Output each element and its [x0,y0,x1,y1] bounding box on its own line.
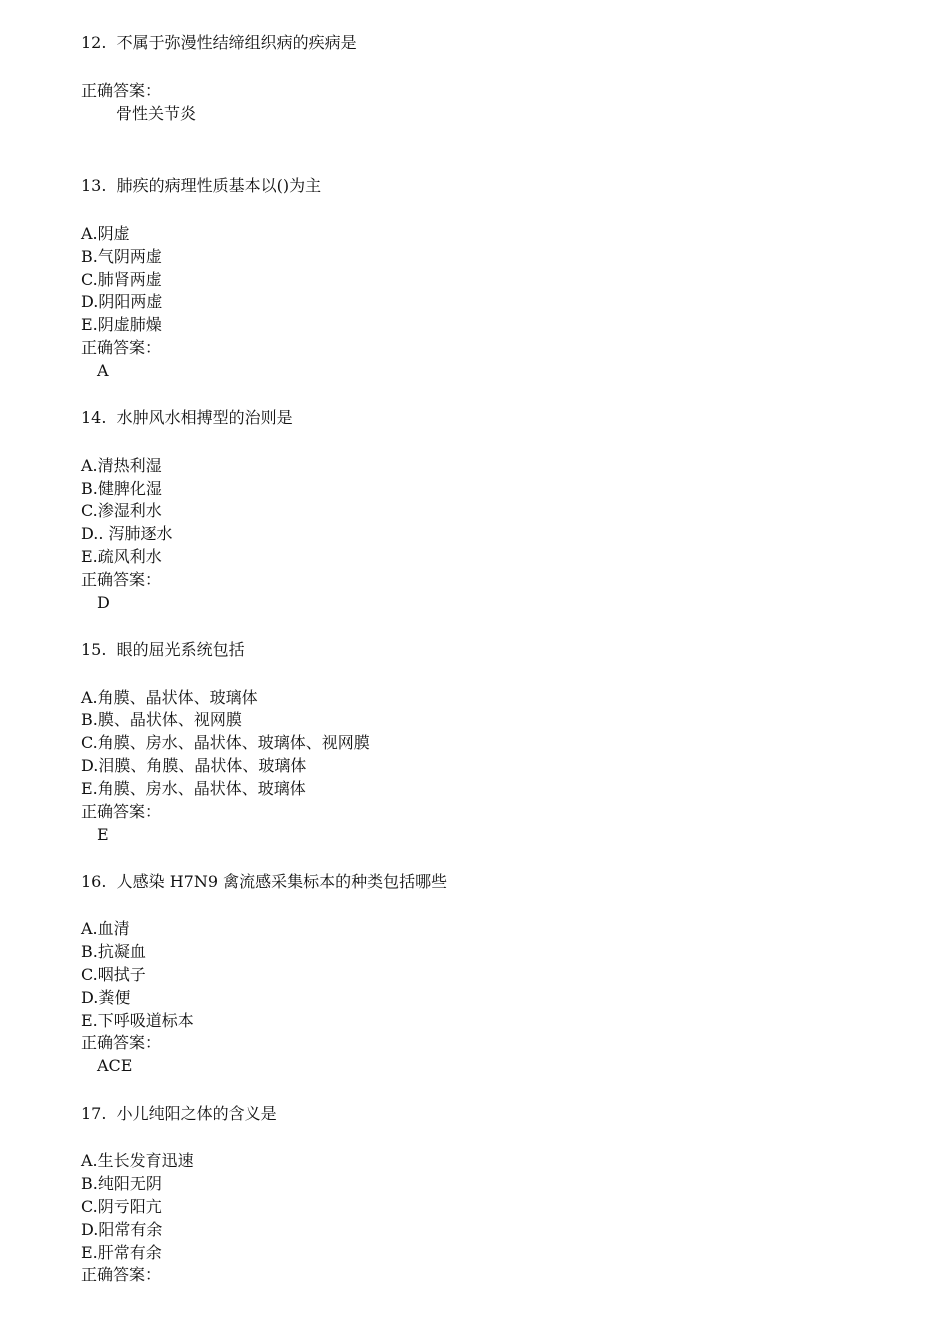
option-c: C.渗湿利水 [81,501,162,520]
answer-value: 骨性关节炎 [116,104,197,123]
option-b: B.气阴两虚 [81,247,162,266]
answer-label: 正确答案： [81,1265,162,1284]
option-c: C.阴亏阳亢 [81,1197,162,1216]
option-a: A.角膜、晶状体、玻璃体 [81,688,258,707]
option-e: E.肝常有余 [81,1243,162,1262]
option-e: E.阴虚肺燥 [81,315,162,334]
option-a: A.生长发育迅速 [81,1151,194,1170]
answer-label: 正确答案： [81,81,162,100]
question-stem: 16. 人感染 H7N9 禽流感采集标本的种类包括哪些 [81,872,448,891]
answer-label: 正确答案： [81,1033,162,1052]
option-c: C.咽拭子 [81,965,146,984]
question-stem: 17. 小儿纯阳之体的含义是 [81,1104,277,1123]
option-e: E.角膜、房水、晶状体、玻璃体 [81,779,306,798]
option-d: D.. 泻肺逐水 [81,524,173,543]
option-b: B.抗凝血 [81,942,146,961]
answer-value: A [97,361,109,380]
option-a: A.阴虚 [81,224,130,243]
option-e: E.疏风利水 [81,547,162,566]
option-b: B.纯阳无阴 [81,1174,162,1193]
option-d: D.阴阳两虚 [81,292,163,311]
option-d: D.阳常有余 [81,1220,163,1239]
option-a: A.清热利湿 [81,456,162,475]
option-a: A.血清 [81,919,130,938]
question-stem: 15. 眼的屈光系统包括 [81,640,245,659]
option-d: D.泪膜、角膜、晶状体、玻璃体 [81,756,307,775]
question-stem: 13. 肺疾的病理性质基本以()为主 [81,176,322,195]
answer-value: ACE [97,1056,133,1075]
option-c: C.角膜、房水、晶状体、玻璃体、视网膜 [81,733,370,752]
question-stem: 12. 不属于弥漫性结缔组织病的疾病是 [81,33,357,52]
answer-label: 正确答案： [81,802,162,821]
option-b: B.膜、晶状体、视网膜 [81,710,242,729]
question-stem: 14. 水肿风水相搏型的治则是 [81,408,293,427]
answer-value: D [97,593,110,612]
answer-value: E [97,825,109,844]
option-b: B.健脾化湿 [81,479,162,498]
answer-label: 正确答案： [81,338,162,357]
option-e: E.下呼吸道标本 [81,1011,194,1030]
answer-label: 正确答案： [81,570,162,589]
option-c: C.肺肾两虚 [81,270,162,289]
option-d: D.粪便 [81,988,131,1007]
